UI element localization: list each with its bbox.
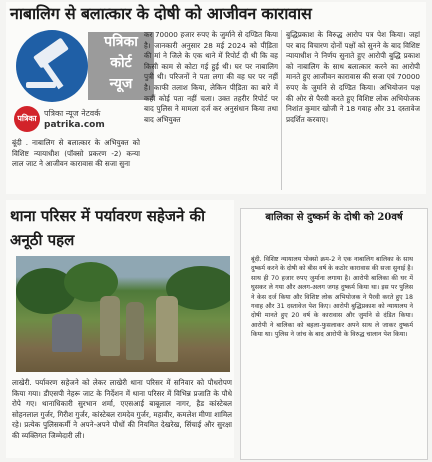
court-verdict-body: बूंदी. विशिष्ट न्यायालय पोक्सो क्रम-2 ने एक नाबालिग बालिका के साथ दुष्कर्म करने के दोषी को बीस वर्ष के कठोर कारावास की सजा सुनाई है। साथ ही 70 हजार रुपए जुर्माना लगाया है। आरोपी बालिका की घर में घुसकर ले गया और अलग-अलग जगह दुष्कर्म किया था। इस पर पुलिस ने केस दर्ज किया और विशिष्ट लोक अभियोजक ने पैरवी करते हुए 18 गवाह और 31 दस्तावेज पेश किए। आरोपी बुद्धिप्रकाश को न्यायालय ने दोषी मानते हुए 20 वर्ष के कारावास और जुर्माने से दंडित किया। आरोपी ने बालिका को बहला-फुसलाकर अपने साथ ले जाकर दुष्कर्म किया था। पुलिस ने जांच के बाद आरोपी के विरुद्ध चालान पेश किया।: [251, 256, 413, 339]
publisher-url: patrika.com: [44, 120, 105, 130]
patrika-logo-badge: पत्रिका: [14, 106, 40, 132]
top-article-column-3: बुद्धिप्रकाश के विरुद्ध आरोप पत्र पेश किया। जहां पर बाद विचारण दोनों पक्षों को सुनने के बाद विशिष्ट न्यायाधीश ने निर्णय सुनाते हुए आरोपी बुद्धि प्रकाश को नाबालिग के साथ बलात्कार करने का आरोपी मानते हुए आजीवन कारावास की सजा एवं 70000 रुपए के जुर्माने से दण्डित किया। अभियोजन पक्ष की ओर से पैरवी करते हुए विशिष्ट लोक अभियोजक निशांत कुमार खोजी ने 18 गवाह और 31 दस्तावेज प्रदर्शित करवाए।: [286, 30, 420, 124]
logo-line1: पत्रिका: [104, 34, 138, 50]
top-article-column-2: कर 70000 हजार रुपए के जुर्माने से दण्डित किया है। जानकारी अनुसार 28 मई 2024 को पीडि़ता की मां ने जिले के एक थाने में रिपोर्ट दी थी कि वह किसी काम से कोटा गई हुई थी। घर पर नाबालिग पुत्री थी। परिजनों ने पता लगा की वह घर पर नहीं है। काफी तलाश किया, लेकिन पीडि़ता का बारे में कहीं कोई पता नहीं चला। उक्त तहरीर रिपोर्ट पर बाद पुलिस ने मामला दर्ज कर अनुसंधान किया तथा बाद अभियुक्त: [144, 30, 278, 124]
court-verdict-headline: बालिका से दुष्कर्म के दोषी को 20वर्ष: [265, 212, 403, 223]
logo-line2: कोर्ट: [110, 55, 132, 71]
environment-article-clipping: [6, 200, 234, 458]
gavel-icon: [16, 30, 88, 102]
environment-article-body: लाखेरी. पर्यावरण सहेजने को लेकर लाखेरी थाना परिसर में सनिवार को पौधरोपण किया गया। डीएसपी नेहरू जाट के निर्देशन में थाना परिसर में विभिन्न प्रजाति के पौधे रोपे गए। थानाधिकारी सुरभान शर्मा, एएसआई बाबूलाल नागर, हैड कांस्टेबल सोहनलाल गुर्जर, गिरीश गुर्जर, कांस्टेबल रामदेव गुर्जर, महावीर, कमलेश मीणा शामिल रहे। प्रत्येक पुलिसकर्मी ने अपने-अपने पौधों की नियमित देखरेख, सिंचाई और सुरक्षा की व्यक्तिगत जिम्मेदारी ली।: [12, 378, 232, 440]
tree-planting-photo: [16, 256, 230, 372]
court-news-logo: [16, 30, 138, 102]
logo-line3: न्यूज: [109, 76, 133, 92]
top-article-column-1: बूंदी . नाबालिग से बलात्कार के अभियुक्त को विशिष्ट न्यायाधीश (पॉक्सो प्रकरण -2) कन्या लाल जाट ने आजीवन कारावास की सजा सुना: [12, 138, 140, 169]
publisher-name: पत्रिका न्यूज नेटवर्क: [44, 109, 101, 118]
publisher-credit: [14, 106, 130, 134]
top-article-clipping: [6, 2, 426, 194]
court-verdict-clipping: [240, 208, 428, 460]
environment-article-headline: थाना परिसर में पर्यावरण सहेजने की अनूठी पहल: [10, 207, 205, 249]
column-divider: [281, 30, 282, 190]
top-article-headline: नाबालिग से बलात्कार के दोषी को आजीवन कारावास: [10, 4, 312, 23]
